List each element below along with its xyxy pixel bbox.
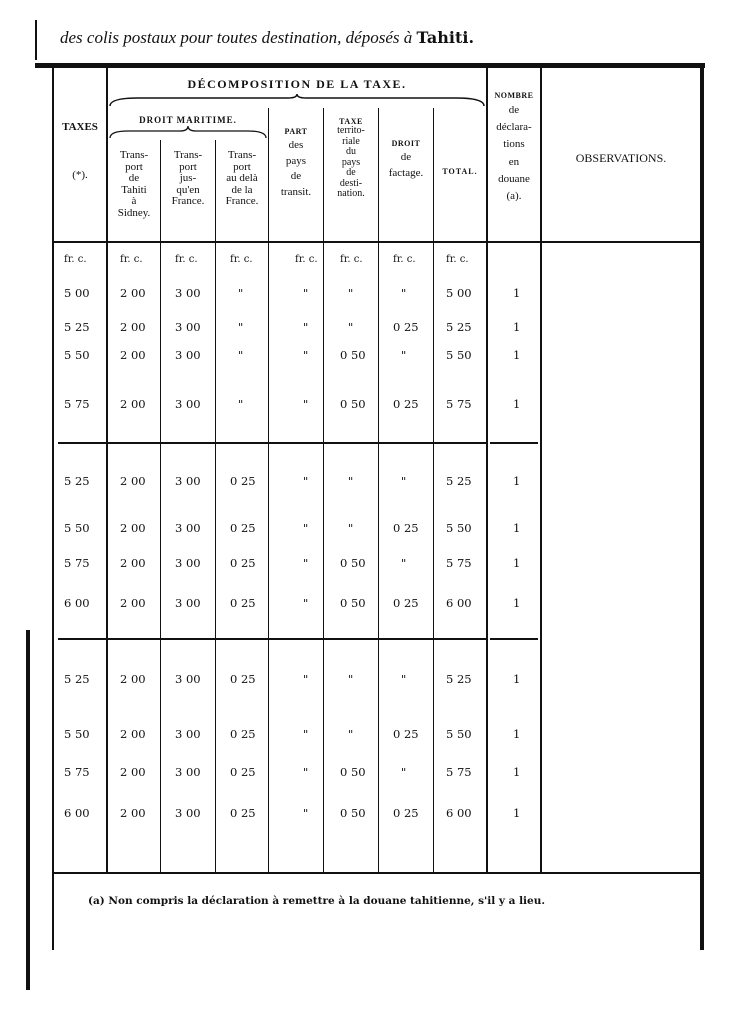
table-cell: "	[401, 672, 407, 686]
table-cell: 2 00	[120, 474, 146, 488]
table-cell: 1	[513, 474, 521, 488]
table-cell: 1	[513, 348, 521, 362]
table-cell: "	[303, 348, 309, 362]
table-cell: 2 00	[120, 806, 146, 820]
table-cell: "	[401, 474, 407, 488]
col-nombre-line: douane	[498, 172, 530, 185]
table-cell: "	[348, 286, 354, 300]
group-sep-1	[58, 442, 106, 444]
col-sidney-line: port	[125, 160, 143, 173]
col-nombre-line: (a).	[506, 189, 522, 202]
header-taxes-note: (*).	[72, 169, 88, 181]
table-cell: 6 00	[446, 806, 472, 820]
header-col-nombre	[488, 90, 540, 205]
header-col-france	[161, 150, 215, 208]
table-cell: "	[401, 286, 407, 300]
table-cell: 0 25	[230, 521, 256, 535]
col-france-line: port	[179, 160, 197, 173]
table-cell: 6 00	[64, 806, 90, 820]
table-cell: "	[303, 286, 309, 300]
header-col-total: TOTAL.	[442, 167, 478, 176]
header-col-transit	[269, 126, 323, 201]
table-cell: 1	[513, 806, 521, 820]
table-cell: 5 75	[64, 765, 90, 779]
header-rule	[52, 241, 702, 243]
table-cell: 3 00	[175, 286, 201, 300]
unit-label: fr. c.	[230, 254, 253, 265]
table-cell: 3 00	[175, 672, 201, 686]
col-dela-line: de la	[231, 183, 253, 196]
table-cell: 1	[513, 397, 521, 411]
footnote: (a) Non compris la déclaration à remettre à la douane tahitienne, s'il y a lieu.	[88, 895, 546, 907]
col-divider-terr	[378, 108, 379, 873]
header-col-territoriale	[324, 118, 378, 200]
col-sidney-line: Sidney.	[117, 206, 151, 219]
table-cell: 1	[513, 765, 521, 779]
table-cell: 2 00	[120, 556, 146, 570]
table-cell: 5 50	[446, 727, 472, 741]
header-col-sidney	[108, 150, 160, 219]
col-divider-sidney	[160, 140, 161, 873]
table-cell: 3 00	[175, 806, 201, 820]
table-cell: 3 00	[175, 765, 201, 779]
unit-label: fr. c.	[446, 254, 469, 265]
col-divider-dela	[268, 108, 269, 873]
table-cell: 3 00	[175, 727, 201, 741]
table-cell: 6 00	[64, 596, 90, 610]
col-transit-line: pays	[285, 154, 307, 167]
col-territoriale-line: de	[346, 167, 356, 179]
table-cell: 5 50	[64, 521, 90, 535]
table-cell: 5 75	[446, 556, 472, 570]
group-sep-1b	[108, 442, 486, 444]
col-nombre-line: de	[508, 104, 520, 117]
table-cell: "	[348, 672, 354, 686]
col-sidney-line: de	[128, 172, 140, 185]
col-factage-line: factage.	[388, 166, 424, 179]
table-cell: "	[348, 320, 354, 334]
col-territoriale-line: territo-	[337, 125, 365, 137]
table-cell: 0 25	[393, 521, 419, 535]
table-cell: 0 25	[393, 727, 419, 741]
table-cell: 0 50	[340, 806, 366, 820]
table-cell: 5 25	[446, 672, 472, 686]
col-nombre-line: NOMBRE	[494, 91, 534, 100]
unit-label: fr. c.	[175, 254, 198, 265]
table-cell: "	[303, 727, 309, 741]
table-cell: "	[401, 348, 407, 362]
table-cell: 5 25	[446, 320, 472, 334]
table-cell: "	[238, 397, 244, 411]
table-cell: "	[238, 348, 244, 362]
table-cell: "	[303, 474, 309, 488]
table-cell: 1	[513, 672, 521, 686]
col-france-line: France.	[171, 195, 205, 208]
table-cell: "	[303, 765, 309, 779]
col-territoriale-line: desti-	[339, 177, 363, 189]
col-divider-france	[215, 140, 216, 873]
table-cell: 6 00	[446, 596, 472, 610]
col-territoriale-line: du	[346, 146, 356, 158]
col-dela-line: port	[233, 160, 251, 173]
col-france-line: jus-	[179, 172, 197, 185]
table-cell: 5 75	[446, 765, 472, 779]
table-cell: 0 25	[230, 765, 256, 779]
table-cell: 5 50	[446, 521, 472, 535]
table-cell: 5 25	[64, 474, 90, 488]
table-cell: 0 25	[230, 556, 256, 570]
table-right-border	[700, 68, 704, 950]
table-cell: 1	[513, 320, 521, 334]
table-cell: 0 25	[393, 806, 419, 820]
table-cell: 0 25	[230, 727, 256, 741]
group-sep-2	[58, 638, 106, 640]
col-sidney-line: à	[131, 195, 137, 208]
group-sep-2b	[108, 638, 486, 640]
table-cell: "	[303, 397, 309, 411]
table-cell: 2 00	[120, 596, 146, 610]
header-decomposition: DÉCOMPOSITION DE LA TAXE.	[187, 77, 407, 91]
title-place: Tahiti.	[416, 28, 475, 47]
table-cell: 2 00	[120, 727, 146, 741]
table-cell: 3 00	[175, 556, 201, 570]
table-cell: 3 00	[175, 474, 201, 488]
table-cell: 0 50	[340, 348, 366, 362]
table-cell: 2 00	[120, 286, 146, 300]
unit-label: fr. c.	[295, 254, 318, 265]
table-cell: "	[348, 474, 354, 488]
table-cell: 3 00	[175, 397, 201, 411]
table-cell: 0 25	[393, 397, 419, 411]
left-margin-rule	[35, 20, 37, 60]
table-cell: 2 00	[120, 397, 146, 411]
col-nombre-line: déclara-	[496, 121, 532, 134]
maritime-brace	[108, 126, 268, 140]
table-left-border	[52, 68, 54, 950]
col-dela-line: Trans-	[227, 149, 257, 161]
unit-label: fr. c.	[393, 254, 416, 265]
unit-label: fr. c.	[340, 254, 363, 265]
col-transit-line: des	[288, 138, 304, 151]
col-divider-transit	[323, 108, 324, 873]
table-cell: 1	[513, 596, 521, 610]
table-cell: 0 25	[393, 596, 419, 610]
col-transit-line: PART	[284, 127, 308, 136]
table-cell: 3 00	[175, 320, 201, 334]
table-cell: 0 25	[230, 474, 256, 488]
page-title	[60, 28, 474, 48]
table-cell: 0 25	[393, 320, 419, 334]
header-col-factage	[379, 138, 433, 181]
col-transit-line: transit.	[280, 186, 312, 199]
table-cell: 2 00	[120, 672, 146, 686]
table-cell: 5 75	[64, 556, 90, 570]
col-divider-nombre	[540, 68, 542, 873]
table-cell: 5 25	[446, 474, 472, 488]
col-divider-factage	[433, 108, 434, 873]
table-cell: "	[303, 320, 309, 334]
col-sidney-line: Trans-	[119, 149, 149, 161]
table-cell: 0 50	[340, 397, 366, 411]
col-france-line: qu'en	[176, 183, 200, 196]
header-droit-maritime: DROIT MARITIME.	[139, 115, 237, 125]
table-cell: 5 75	[446, 397, 472, 411]
col-dela-line: au delà	[226, 172, 258, 185]
table-cell: 1	[513, 727, 521, 741]
table-cell: "	[303, 521, 309, 535]
col-nombre-line: tions	[503, 138, 525, 151]
table-cell: "	[401, 765, 407, 779]
table-cell: 0 50	[340, 765, 366, 779]
table-cell: 2 00	[120, 320, 146, 334]
decomposition-brace	[108, 94, 486, 108]
table-cell: 0 25	[230, 806, 256, 820]
col-territoriale-line: riale	[342, 135, 360, 147]
col-territoriale-line: nation.	[337, 188, 365, 200]
table-cell: 5 75	[64, 397, 90, 411]
table-cell: 5 50	[446, 348, 472, 362]
table-cell: 5 25	[64, 320, 90, 334]
table-top-rule	[35, 63, 705, 68]
table-cell: "	[303, 672, 309, 686]
table-cell: 5 00	[64, 286, 90, 300]
table-cell: 1	[513, 286, 521, 300]
table-cell: "	[348, 521, 354, 535]
table-cell: 5 50	[64, 727, 90, 741]
group-sep-2c	[490, 638, 538, 640]
table-cell: 3 00	[175, 348, 201, 362]
table-cell: "	[303, 596, 309, 610]
col-territoriale-line: TAXE	[339, 117, 363, 126]
col-sidney-line: Tahiti	[121, 183, 147, 196]
col-territoriale-line: pays	[341, 156, 361, 168]
title-text: des colis postaux pour toutes destination, déposés à	[60, 28, 413, 47]
table-cell: 0 25	[230, 672, 256, 686]
table-cell: "	[401, 556, 407, 570]
col-transit-line: de	[290, 170, 302, 183]
col-dela-line: France.	[225, 195, 259, 208]
table-cell: 3 00	[175, 521, 201, 535]
unit-label: fr. c.	[120, 254, 143, 265]
header-taxes: TAXES	[62, 121, 98, 133]
table-cell: 0 25	[230, 596, 256, 610]
header-col-dela	[216, 150, 268, 208]
table-cell: 2 00	[120, 765, 146, 779]
table-cell: "	[303, 556, 309, 570]
col-nombre-line: en	[508, 155, 520, 168]
table-cell: 5 50	[64, 348, 90, 362]
table-cell: 0 50	[340, 556, 366, 570]
unit-label: fr. c.	[64, 254, 87, 265]
header-col-observations: OBSERVATIONS.	[575, 151, 667, 165]
table-cell: 0 50	[340, 596, 366, 610]
col-factage-line: DROIT	[391, 139, 421, 148]
table-cell: "	[238, 320, 244, 334]
table-cell: 2 00	[120, 521, 146, 535]
table-cell: 5 00	[446, 286, 472, 300]
table-cell: "	[303, 806, 309, 820]
table-cell: 3 00	[175, 596, 201, 610]
table-cell: 1	[513, 556, 521, 570]
table-cell: 2 00	[120, 348, 146, 362]
binding-edge	[26, 630, 30, 990]
group-sep-1c	[490, 442, 538, 444]
col-factage-line: de	[400, 150, 412, 163]
table-cell: 5 25	[64, 672, 90, 686]
table-cell: 1	[513, 521, 521, 535]
table-cell: "	[238, 286, 244, 300]
col-france-line: Trans-	[173, 149, 203, 161]
table-cell: "	[348, 727, 354, 741]
table-bottom-rule	[52, 872, 702, 874]
